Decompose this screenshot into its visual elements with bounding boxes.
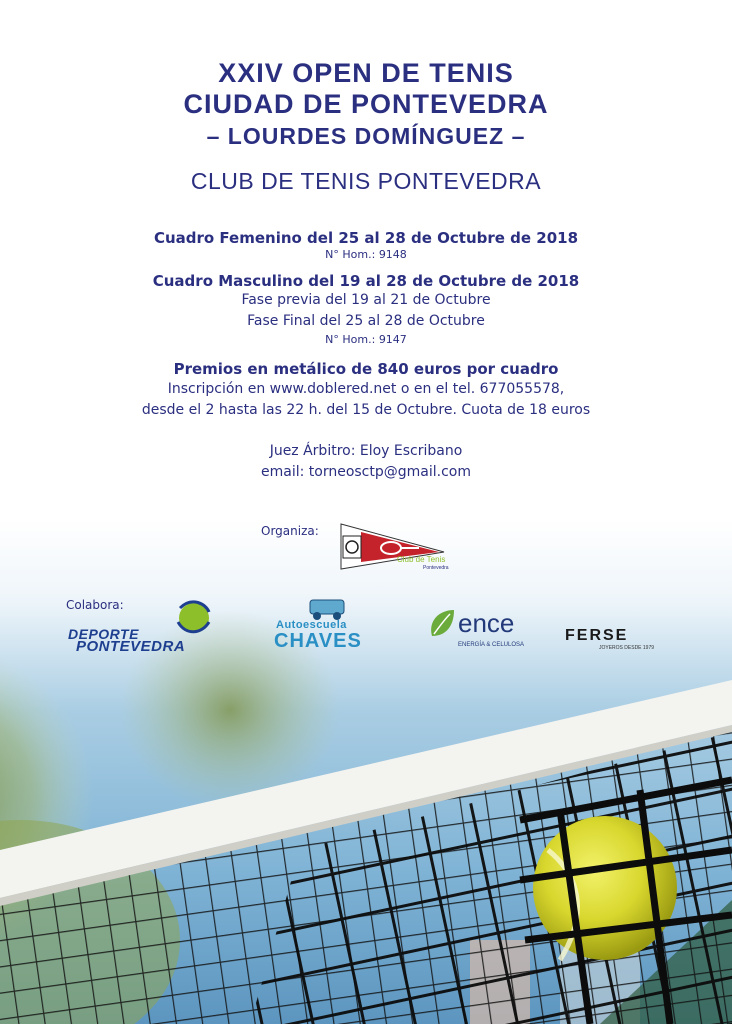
premios-heading: Premios en metálico de 840 euros por cuadro [173,360,559,378]
colabora-label: Colabora: [66,598,124,612]
masculino-heading: Cuadro Masculino del 19 al 28 de Octubre de 2018 [152,272,580,290]
organiza-label: Organiza: [261,524,319,538]
femenino-hom: N° Hom.: 9148 [325,248,407,261]
title-line-3: – LOURDES DOMÍNGUEZ – [206,123,526,149]
club-tenis-logo-city: Pontevedra [423,565,449,571]
juez-email: email: torneosctp@gmail.com [261,464,471,480]
ferse-logo [565,627,675,655]
femenino-heading: Cuadro Femenino del 25 al 28 de Octubre de 2018 [153,229,579,247]
masculino-fase-final: Fase Final del 25 al 28 de Octubre [247,313,485,329]
ferse-logo-tagline: JOYEROS DESDE 1979 [599,645,655,651]
deporte-logo-line2: PONTEVEDRA [76,638,186,655]
autoescuela-chaves-logo [272,598,384,654]
masculino-fase-previa: Fase previa del 19 al 21 de Octubre [241,292,491,308]
club-name: CLUB DE TENIS PONTEVEDRA [190,168,542,194]
chaves-logo-line2: CHAVES [274,630,362,652]
deporte-logo-line1: DEPORTE [68,626,139,642]
ence-logo-tagline: ENERGÍA & CELULOSA [458,642,525,648]
juez-arbitro: Juez Árbitro: Eloy Escribano [269,443,463,459]
premios-inscripcion: Inscripción en www.doblered.net o en el tel. 677055578, [167,381,565,397]
chaves-logo-line1: Autoescuela [276,619,347,631]
club-tenis-logo-text: Club de Tenis [397,555,446,564]
premios-plazo: desde el 2 hasta las 22 h. del 15 de Octubre. Cuota de 18 euros [141,402,591,418]
ferse-logo-name: FERSE [565,627,629,644]
masculino-hom: N° Hom.: 9147 [325,333,407,346]
deporte-pontevedra-logo [66,596,226,660]
title-line-1: XXIV OPEN DE TENIS [218,58,514,88]
ence-logo-name: ence [458,608,515,638]
title-line-2: CIUDAD DE PONTEVEDRA [183,89,549,119]
club-tenis-logo [339,522,469,572]
ence-logo [428,606,528,654]
